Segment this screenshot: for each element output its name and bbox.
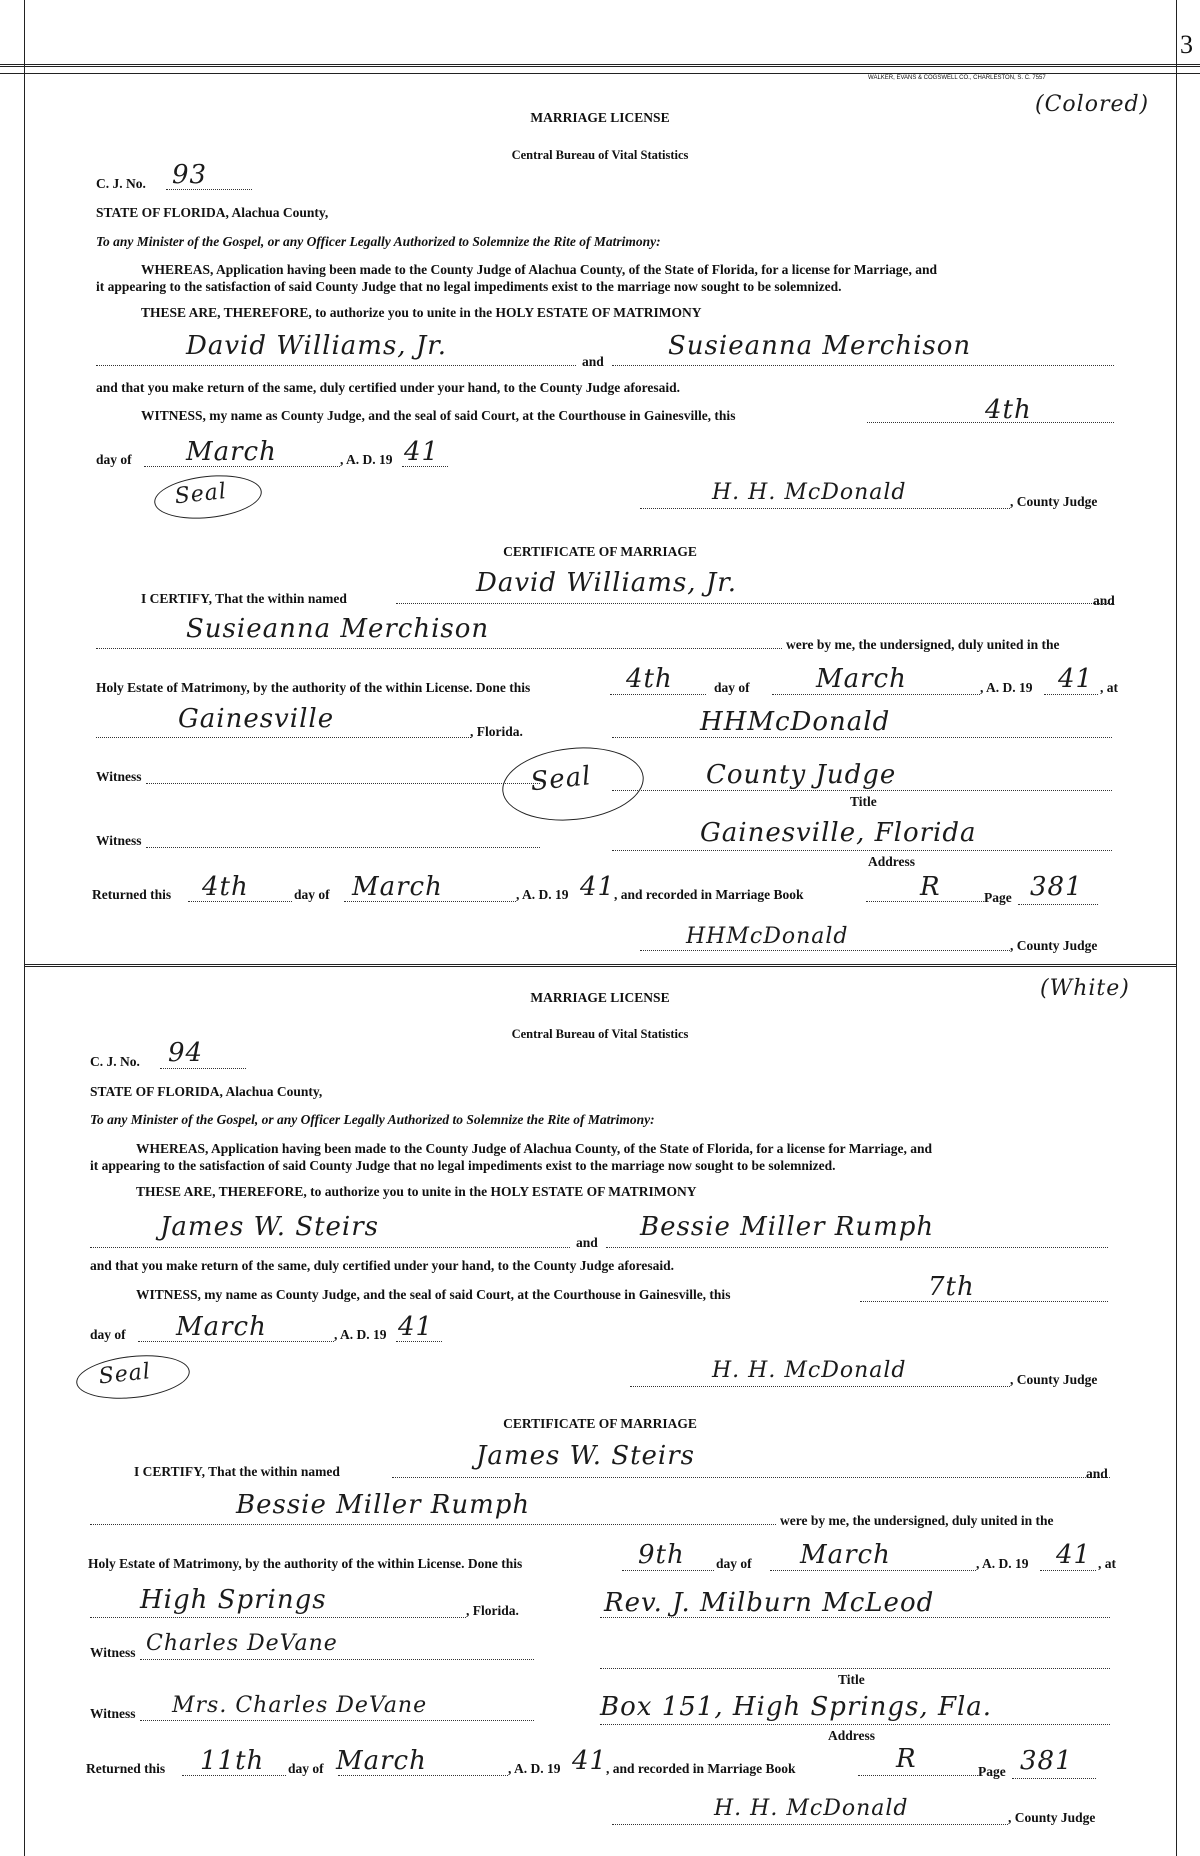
cert-ad-2: , A. D. 19 — [976, 1556, 1029, 1571]
cert-ad: , A. D. 19 — [980, 680, 1033, 695]
bureau-subtitle-2: Central Bureau of Vital Statistics — [511, 1027, 689, 1041]
day-of-label-2: day of — [90, 1327, 126, 1342]
officiant-address-2: Box 151, High Springs, Fla. — [600, 1692, 993, 1722]
florida-label-2: , Florida. — [466, 1603, 519, 1618]
license-title: MARRIAGE LICENSE — [530, 110, 670, 125]
recorded-label-2: , and recorded in Marriage Book — [606, 1761, 796, 1776]
returned-day-2: 11th — [200, 1746, 265, 1776]
page-label-2: Page — [978, 1764, 1006, 1779]
race-note: (Colored) — [1035, 92, 1150, 117]
holy-estate-line-2: Holy Estate of Matrimony, by the authority of the within License. Done this — [88, 1556, 523, 1571]
to-any-minister-2: To any Minister of the Gospel, or any Officer Legally Authorized to Solemnize the Rite of Matrimony: — [90, 1112, 655, 1127]
seal-text: Seal — [173, 479, 229, 510]
bride-name-2: Bessie Miller Rumph — [640, 1212, 935, 1242]
printer-imprint: WALKER, EVANS & COGSWELL CO., CHARLESTON, S. C. 7557 — [868, 75, 1046, 81]
cert-bride-2: Bessie Miller Rumph — [236, 1490, 531, 1520]
judge-signature-2: H. H. McDonald — [712, 1358, 907, 1383]
final-signature: HHMcDonald — [686, 924, 849, 949]
page-number-fragment: 3 — [1180, 30, 1193, 59]
done-year-2: 41 — [1056, 1540, 1092, 1570]
ret-day-of: day of — [294, 887, 330, 902]
address-label-2: Address — [828, 1728, 876, 1743]
cj-number: 93 — [172, 160, 208, 190]
cert-day-of-2: day of — [716, 1556, 752, 1571]
done-day: 4th — [626, 664, 673, 694]
returned-label: Returned this — [92, 887, 172, 902]
whereas-line-1: WHEREAS, Application having been made to the County Judge of Alachua County, of the State of Florida, for a license for Marriage, and — [141, 262, 938, 277]
bride-name: Susieanna Merchison — [668, 331, 972, 361]
title-label: Title — [850, 794, 877, 809]
witness2-name-2: Mrs. Charles DeVane — [172, 1693, 428, 1718]
certify-line-2: I CERTIFY, That the within named — [134, 1464, 340, 1479]
address-label: Address — [868, 854, 916, 869]
cj-number-2: 94 — [168, 1038, 204, 1068]
license-day: 4th — [985, 395, 1032, 425]
final-signature-2: H. H. McDonald — [714, 1796, 909, 1821]
left-margin-line — [24, 0, 25, 1856]
seal-mark — [152, 470, 264, 523]
marriage-place-2: High Springs — [140, 1585, 327, 1615]
day-of-label: day of — [96, 452, 132, 467]
officiant-address: Gainesville, Florida — [700, 818, 977, 848]
cert-seal-text: Seal — [529, 761, 593, 798]
groom-name-2: James W. Steirs — [160, 1212, 380, 1242]
returned-year-2: 41 — [572, 1746, 608, 1776]
race-note-2: (White) — [1040, 976, 1130, 1001]
cert-groom: David Williams, Jr. — [476, 568, 738, 598]
done-day-2: 9th — [638, 1540, 685, 1570]
whereas-line-1-2: WHEREAS, Application having been made to the County Judge of Alachua County, of the State of Florida, for a license for Marriage, and — [136, 1141, 933, 1156]
license-year-2: 41 — [398, 1312, 434, 1342]
marriage-place: Gainesville — [178, 704, 335, 734]
witness1-label: Witness — [96, 769, 142, 784]
cert-bride: Susieanna Merchison — [186, 614, 490, 644]
county-judge-label-2: , County Judge — [1010, 1372, 1098, 1387]
return-line: and that you make return of the same, duly certified under your hand, to the County Judge aforesaid. — [96, 380, 681, 395]
ret-day-of-2: day of — [288, 1761, 324, 1776]
seal-mark-2 — [74, 1350, 192, 1404]
page-number: 381 — [1030, 872, 1083, 902]
ret-ad-2: , A. D. 19 — [508, 1761, 561, 1776]
state-line-2: STATE OF FLORIDA, Alachua County, — [90, 1084, 323, 1099]
top-rule — [0, 64, 1200, 67]
witness1-name-2: Charles DeVane — [146, 1631, 338, 1656]
florida-label: , Florida. — [470, 724, 523, 739]
certificate-title-2: CERTIFICATE OF MARRIAGE — [503, 1416, 697, 1431]
cj-label: C. J. No. — [96, 176, 146, 191]
final-county-judge: , County Judge — [1010, 938, 1098, 953]
page-number-2: 381 — [1020, 1746, 1073, 1776]
holy-estate-line: Holy Estate of Matrimony, by the authority of the within License. Done this — [96, 680, 531, 695]
done-month-2: March — [800, 1540, 891, 1570]
right-margin-line — [1176, 0, 1177, 1856]
witness-line: WITNESS, my name as County Judge, and the seal of said Court, at the Courthouse in Gainesville, this — [141, 408, 736, 423]
returned-month: March — [352, 872, 443, 902]
returned-month-2: March — [336, 1746, 427, 1776]
cert-and-2: and — [1086, 1466, 1108, 1481]
book-letter: R — [920, 872, 941, 902]
these-are-line: THESE ARE, THEREFORE, to authorize you to unite in the HOLY ESTATE OF MATRIMONY — [141, 305, 702, 320]
cj-label-2: C. J. No. — [90, 1054, 140, 1069]
at-label-2: , at — [1098, 1556, 1116, 1571]
to-any-minister: To any Minister of the Gospel, or any Officer Legally Authorized to Solemnize the Rite of Matrimony: — [96, 234, 661, 249]
cert-groom-2: James W. Steirs — [476, 1441, 696, 1471]
certificate-title: CERTIFICATE OF MARRIAGE — [503, 544, 697, 559]
were-by-me-2: were by me, the undersigned, duly united in the — [780, 1513, 1054, 1528]
certify-line: I CERTIFY, That the within named — [141, 591, 347, 606]
these-are-line-2: THESE ARE, THEREFORE, to authorize you to unite in the HOLY ESTATE OF MATRIMONY — [136, 1184, 697, 1199]
returned-day: 4th — [202, 872, 249, 902]
at-label: , at — [1100, 680, 1118, 695]
book-letter-2: R — [896, 1744, 917, 1774]
ad-label: , A. D. 19 — [340, 452, 393, 467]
and-label-2: and — [576, 1235, 598, 1250]
judge-signature: H. H. McDonald — [712, 480, 907, 505]
bureau-subtitle: Central Bureau of Vital Statistics — [511, 148, 689, 162]
returned-label-2: Returned this — [86, 1761, 166, 1776]
license-year: 41 — [404, 437, 440, 467]
whereas-line-2-2: it appearing to the satisfaction of said County Judge that no legal impediments exist to the marriage now sought to be solemnized. — [90, 1158, 836, 1173]
page-label: Page — [984, 890, 1012, 905]
license-month-2: March — [176, 1312, 267, 1342]
county-judge-label: , County Judge — [1010, 494, 1098, 509]
license-title-2: MARRIAGE LICENSE — [530, 990, 670, 1005]
license-day-2: 7th — [928, 1272, 975, 1302]
cert-seal-mark — [499, 741, 648, 827]
recorded-label: , and recorded in Marriage Book — [614, 887, 804, 902]
top-rule-2 — [0, 73, 1200, 74]
done-year: 41 — [1058, 664, 1094, 694]
groom-name: David Williams, Jr. — [186, 331, 448, 361]
done-month: March — [816, 664, 907, 694]
return-line-2: and that you make return of the same, duly certified under your hand, to the County Judge aforesaid. — [90, 1258, 675, 1273]
state-line: STATE OF FLORIDA, Alachua County, — [96, 205, 329, 220]
final-county-judge-2: , County Judge — [1008, 1810, 1096, 1825]
ret-ad: , A. D. 19 — [516, 887, 569, 902]
officiant-signature-2: Rev. J. Milburn McLeod — [604, 1588, 935, 1618]
witness2-label-2: Witness — [90, 1706, 136, 1721]
witness1-label-2: Witness — [90, 1645, 136, 1660]
officiant-signature: HHMcDonald — [700, 707, 891, 737]
license-month: March — [186, 437, 277, 467]
were-by-me: were by me, the undersigned, duly united in the — [786, 637, 1060, 652]
returned-year: 41 — [580, 872, 616, 902]
ad-label-2: , A. D. 19 — [334, 1327, 387, 1342]
officiant-title: County Judge — [706, 760, 897, 790]
record-divider — [24, 964, 1176, 967]
witness-line-2: WITNESS, my name as County Judge, and the seal of said Court, at the Courthouse in Gainesville, this — [136, 1287, 731, 1302]
cert-day-of: day of — [714, 680, 750, 695]
and-label: and — [582, 354, 604, 369]
whereas-line-2: it appearing to the satisfaction of said County Judge that no legal impediments exist to the marriage now sought to be solemnized. — [96, 279, 842, 294]
witness2-label: Witness — [96, 833, 142, 848]
title-label-2: Title — [838, 1672, 865, 1687]
seal-text-2: Seal — [97, 1359, 153, 1390]
cert-and: and — [1093, 593, 1115, 608]
